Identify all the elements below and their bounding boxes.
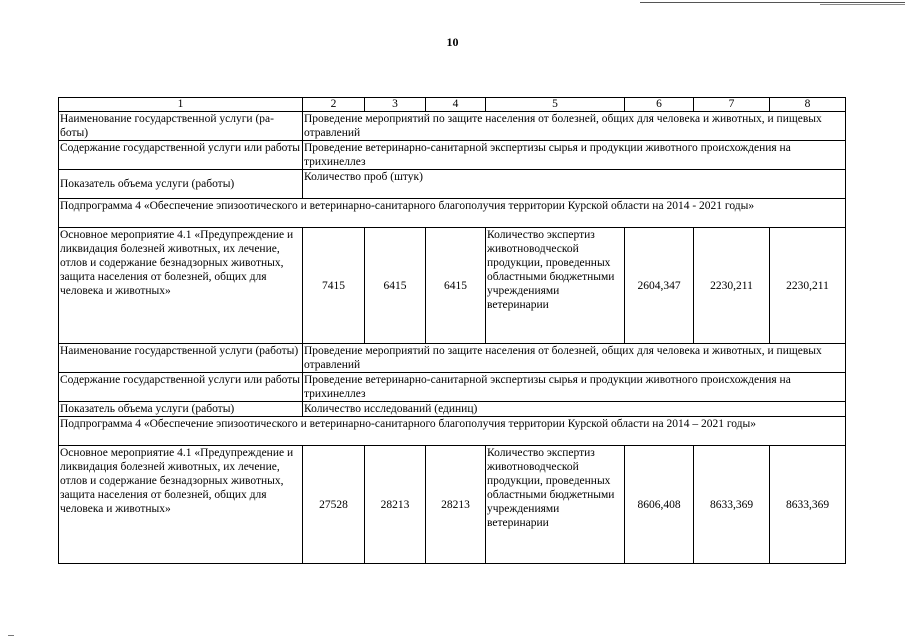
page-number: 10 [446,35,459,49]
table-row [59,402,846,417]
column-number: 5 [486,98,625,112]
table-row [59,344,846,373]
activity-description: Основное мероприятие 4.1 «Предупреждение и ликвидация болезней животных, их лечение, отлов и содержание безнадзорных животных, защита населения от болезней, общих для человека и животных» [59,228,303,344]
column-number: 6 [625,98,694,112]
service-content-value: Проведение ветеринарно-санитарной экспертизы сырья и продукции животного происхождения на трихинеллез [303,373,846,402]
table-row [59,112,846,141]
subprogram-title: Подпрограмма 4 «Обеспечение эпизоотического и ветеринарно-санитарного благополучия территории Курской области на 2014 – 2021 годы» [59,417,846,446]
table-row [59,373,846,402]
column-number: 1 [59,98,303,112]
service-content-value: Проведение ветеринарно-санитарной экспертизы сырья и продукции животного происхождения на трихинеллез [303,141,846,170]
table-row [59,417,846,446]
value-col6: 8606,408 [625,446,694,564]
table-row [59,446,846,564]
indicator-description: Количество экспертиз животноводческой продукции, проведенных областными бюджетными учреждениями ветеринарии [486,228,625,344]
value-col8: 8633,369 [770,446,846,564]
value-col8: 2230,211 [770,228,846,344]
volume-value: Количество проб (штук) [303,170,846,199]
column-number-row [59,98,846,112]
value-col3: 6415 [365,228,426,344]
column-number: 8 [770,98,846,112]
value-col7: 8633,369 [694,446,770,564]
volume-label: Показатель объема услуги (работы) [59,402,303,417]
value-col4: 6415 [426,228,486,344]
service-content-label: Содержание государственной услуги или работы [59,373,303,402]
service-name-label: Наименование государственной услуги (работы) [59,344,303,373]
top-rule [640,2,905,3]
column-number: 2 [303,98,365,112]
subprogram-title: Подпрограмма 4 «Обеспечение эпизоотического и ветеринарно-санитарного благополучия территории Курской области на 2014 - 2021 годы» [59,199,846,228]
activity-description: Основное мероприятие 4.1 «Предупреждение и ликвидация болезней животных, их лечение, отлов и содержание безнадзорных животных, защита населения от болезней, общих для человека и животных» [59,446,303,564]
service-name-value: Проведение мероприятий по защите населения от болезней, общих для человека и животных, и пищевых отравлений [303,112,846,141]
indicator-description: Количество экспертиз животноводческой продукции, проведенных областными бюджетными учреждениями ветеринарии [486,446,625,564]
service-name-label: Наименование государственной услуги (ра-боты) [59,112,303,141]
table-row [59,141,846,170]
column-number: 3 [365,98,426,112]
table-row [59,228,846,344]
value-col4: 28213 [426,446,486,564]
service-name-value: Проведение мероприятий по защите населения от болезней, общих для человека и животных, и пищевых отравлений [303,344,846,373]
value-col7: 2230,211 [694,228,770,344]
corner-mark [8,635,14,636]
value-col3: 28213 [365,446,426,564]
top-rule-secondary [820,4,905,5]
table-row [59,199,846,228]
column-number: 4 [426,98,486,112]
service-content-label: Содержание государственной услуги или работы [59,141,303,170]
value-col6: 2604,347 [625,228,694,344]
value-col2: 7415 [303,228,365,344]
program-table [58,97,846,564]
column-number: 7 [694,98,770,112]
table-row [59,170,846,199]
volume-value: Количество исследований (единиц) [303,402,846,417]
value-col2: 27528 [303,446,365,564]
volume-label: Показатель объема услуги (работы) [59,170,303,199]
